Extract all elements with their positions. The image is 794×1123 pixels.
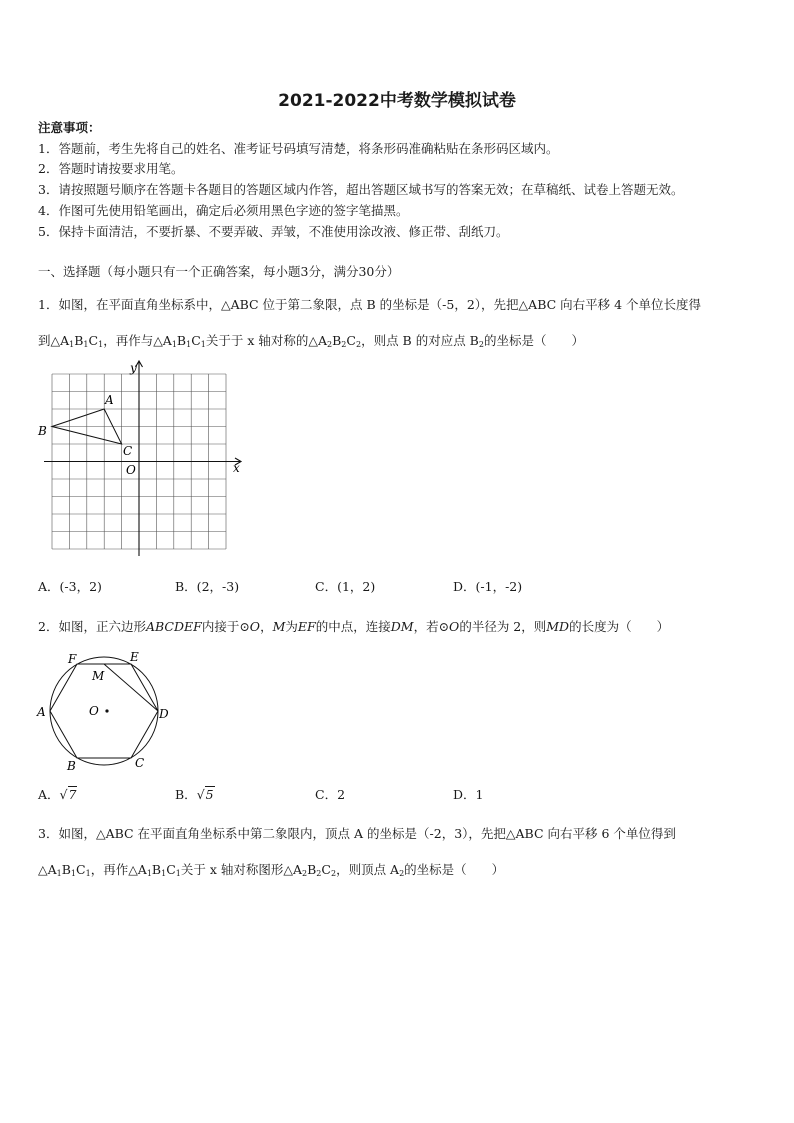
q3-text-line1: 3．如图，△ABC 在平面直角坐标系中第二象限内，顶点 A 的坐标是（-2，3），先把△ABC 向右平移 6 个单位得到 [38,826,676,841]
note-item: 2．答题时请按要求用笔。 [38,161,184,176]
notes-heading: 注意事项： [38,120,101,135]
note-item: 5．保持卡面清洁，不要折暴、不要弄破、弄皱，不准使用涂改液、修正带、刮纸刀。 [38,224,509,239]
q1-option-c[interactable]: C．(1，2) [315,579,376,594]
q2-option-c[interactable]: C．2 [315,787,346,802]
sqrt-value: 5 [205,787,214,802]
q1-option-d[interactable]: D．(-1，-2) [453,579,523,594]
page-title: 2021-2022中考数学模拟试卷 [278,91,516,111]
axis-label-x: x [233,461,240,475]
point-label-e: E [130,650,139,664]
point-label-a: A [37,705,46,719]
axes [44,361,241,556]
point-label-c: C [123,444,133,458]
q2-hexagon-figure [34,650,179,775]
segment-md [104,664,158,711]
origin-label: O [126,463,136,477]
point-label-b: B [67,759,76,773]
sqrt-value: 7 [68,787,77,802]
q2-text-line1: 2．如图，正六边形ABCDEF内接于⊙O，M为EF的中点，连接DM，若⊙O的半径为 2，则MD的长度为（ ） [38,619,670,634]
section-heading: 一、选择题（每小题只有一个正确答案，每小题3分，满分30分） [38,264,400,279]
q1-text-line2: 到$\triangle A_1B_1C_1$，再作与$\triangle A_1B_1C_1$关于于 x 轴对称的$\triangle A_2B_2C_2$，则点 B 的对应点 $B_2$的坐标是（ ） [38,333,584,349]
q1-option-a[interactable]: A．(-3，2) [38,579,102,594]
q2-option-a[interactable]: A．√7 [38,787,77,802]
q1-option-b[interactable]: B．(2，-3) [175,579,240,594]
q1-coordinate-figure [34,358,249,558]
point-label-c: C [135,756,145,770]
axis-label-y: y [130,361,137,375]
point-label-d: D [159,707,169,721]
note-item: 4．作图可先使用铅笔画出，确定后必须用黑色字迹的签字笔描黑。 [38,203,409,218]
q2-option-d[interactable]: D．1 [453,787,484,802]
point-label-o: O [89,704,99,718]
center-point [105,709,108,712]
point-label-b: B [38,424,47,438]
q1-text-line1: 1．如图，在平面直角坐标系中，△ABC 位于第二象限，点 B 的坐标是（-5，2），先把△ABC 向右平移 4 个单位长度得 [38,297,702,312]
note-item: 1．答题前，考生先将自己的姓名、准考证号码填写清楚，将条形码准确粘贴在条形码区域内。 [38,141,559,156]
point-label-m: M [92,669,105,683]
q3-text-line2: $\triangle A_1B_1C_1$，再作$\triangle A_1B_1C_1$关于 x 轴对称图形$\triangle A_2B_2C_2$，则顶点 $A_2$的坐标是（ ） [38,862,505,878]
note-item: 3．请按照题号顺序在答题卡各题目的答题区域内作答，超出答题区域书写的答案无效；在草稿纸、试卷上答题无效。 [38,182,684,197]
q2-option-b[interactable]: B．√5 [175,787,214,802]
point-label-a: A [105,393,114,407]
point-label-f: F [68,652,77,666]
